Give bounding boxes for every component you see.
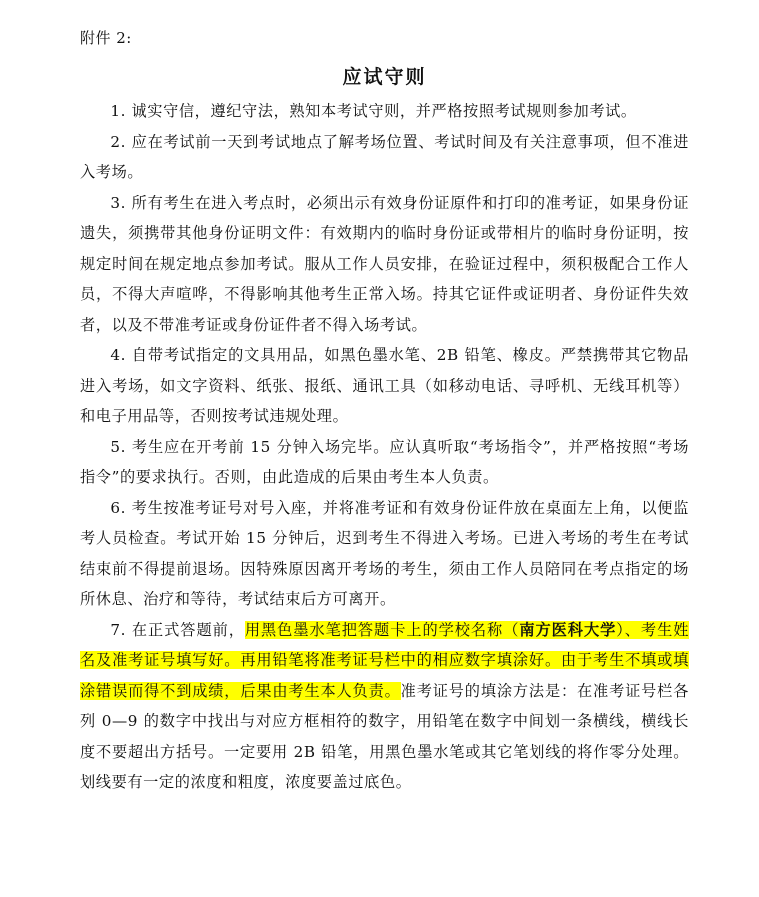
rule-2: 2. 应在考试前一天到考试地点了解考场位置、考试时间及有关注意事项，但不准进入考场。 (80, 132, 689, 181)
rule-7-highlight-a: 用黑色墨水笔把答题卡上的学校名称（ (244, 620, 520, 639)
school-name: 南方医科大学 (519, 620, 617, 639)
attachment-label: 附件 2: (80, 29, 132, 47)
rule-4: 4. 自带考试指定的文具用品，如黑色墨水笔、2B 铅笔、橡皮。严禁携带其它物品进入考场，如文字资料、纸张、报纸、通讯工具（如移动电话、寻呼机、无线耳机等）和电子用品等，否则按考试违规处理。 (80, 346, 689, 425)
document-title: 应试守则 (342, 66, 427, 88)
rule-6: 6. 考生按准考证号对号入座，并将准考证和有效身份证件放在桌面左上角，以便监考人员检查。考试开始 15 分钟后，迟到考生不得进入考场。已进入考场的考生在考试结束前不得提前退场。因特殊原因离开考场的考生，须由工作人员陪同在考点指定的场所休息、治疗和等待，考试结束后方可离开。 (80, 498, 689, 608)
rule-7 (80, 615, 689, 798)
rule-5: 5. 考生应在开考前 15 分钟入场完毕。应认真听取“考场指令”，并严格按照“考场指令”的要求执行。否则，由此造成的后果由考生本人负责。 (80, 437, 689, 486)
rule-7-highlight-b: ）、考生姓名及准考证号填写好。再用铅笔将准考证号栏中的相应数字填涂好。由于考生不填或填涂错误而得不到成绩，后果由考生本人负责。 (80, 620, 690, 700)
rule-7-prefix: 7. 在正式答题前， (110, 620, 245, 639)
rule-1: 1. 诚实守信，遵纪守法，熟知本考试守则，并严格按照考试规则参加考试。 (110, 102, 637, 120)
rule-7-suffix: 准考证号的填涂方法是：在准考证号栏各列 0—9 的数字中找出与对应方框相符的数字，用铅笔在数字中间划一条横线，横线长度不要超出方括号。一定要用 2B 铅笔，用黑色墨水笔或其它笔划线的将作零分处理。划线要有一定的浓度和粗度，浓度要盖过底色。 (80, 681, 689, 791)
rule-3: 3. 所有考生在进入考点时，必须出示有效身份证原件和打印的准考证，如果身份证遗失，须携带其他身份证明文件：有效期内的临时身份证或带相片的临时身份证明，按规定时间在规定地点参加考试。服从工作人员安排，在验证过程中，须积极配合工作人员，不得大声喧哗，不得影响其他考生正常入场。持其它证件或证明者、身份证件失效者，以及不带准考证或身份证件者不得入场考试。 (80, 193, 689, 334)
